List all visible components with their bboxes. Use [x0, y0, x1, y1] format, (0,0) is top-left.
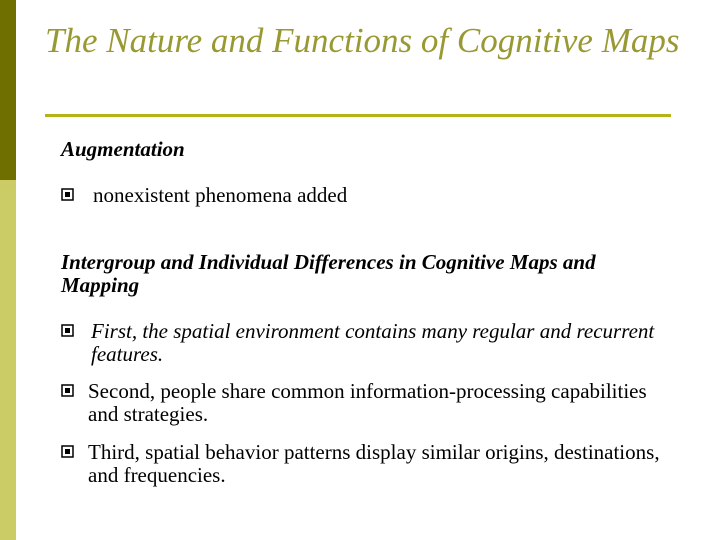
section-heading-differences — [61, 251, 661, 297]
square-bullet-icon — [61, 323, 75, 339]
list-item — [61, 320, 661, 366]
bullet-text: First, the spatial environment contains many regular and recurrent features. — [91, 319, 655, 366]
square-bullet-icon — [61, 444, 75, 460]
list-item — [61, 184, 661, 207]
list-item — [61, 441, 661, 487]
list-item — [61, 380, 661, 426]
square-bullet-icon — [61, 383, 75, 399]
section-heading-text: Intergroup and Individual Differences in Cognitive Maps and Mapping — [61, 250, 596, 297]
bullet-text: Third, spatial behavior patterns display similar origins, destinations, and frequencies. — [88, 440, 660, 487]
bullet-text: nonexistent phenomena added — [93, 183, 348, 207]
bullet-text: Second, people share common information-processing capabilities and strategies. — [88, 379, 647, 426]
side-bar-dark — [0, 0, 16, 180]
title-underline — [45, 114, 671, 117]
slide-title: The Nature and Functions of Cognitive Maps — [45, 21, 680, 60]
section-heading-augmentation: Augmentation — [61, 137, 185, 161]
side-bar-light — [0, 180, 16, 540]
square-bullet-icon — [61, 187, 75, 203]
